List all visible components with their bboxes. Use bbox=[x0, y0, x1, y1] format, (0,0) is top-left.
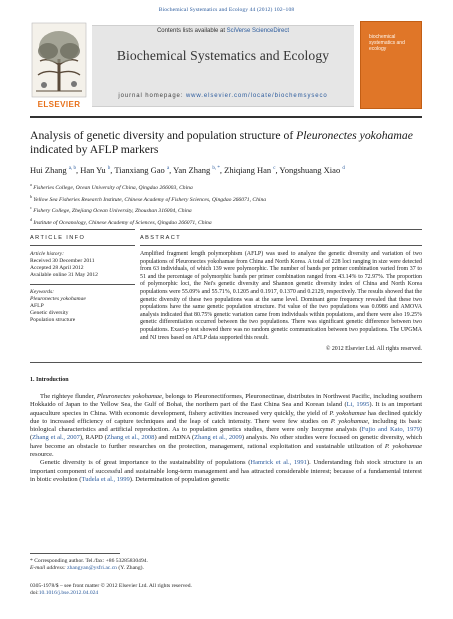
keyword-item: AFLP bbox=[30, 303, 44, 309]
affiliation-text: Institute of Oceanology, Chinese Academy of Sciences, Qingdao 266071, China bbox=[33, 219, 212, 226]
affiliation-text: Yellow Sea Fisheries Research Institute, Chinese Academy of Fishery Sciences, Qingdao 266071, China bbox=[33, 196, 267, 203]
article-info-heading: ARTICLE INFO bbox=[30, 235, 86, 241]
citation-link[interactable]: Fujio and Kato, 1979 bbox=[361, 426, 420, 434]
journal-homepage-line bbox=[92, 93, 354, 99]
author-affiliation-link[interactable]: a bbox=[166, 166, 170, 171]
intro-paragraph-2 bbox=[30, 459, 422, 484]
text-run: ) ( bbox=[30, 426, 422, 442]
abstract-end-rule bbox=[30, 362, 422, 363]
species-name: P. yokohamae bbox=[384, 442, 423, 450]
text-run: , belongs to Pleuronectiformes, Pleuronectinae, distributes in Northwest Pacific, including southern Hokkaido of Japan to the Yellow Sea, the Gulf of Bohai, the northern part of the East China Sea and Korean island ( bbox=[30, 393, 422, 409]
elsevier-tree-icon bbox=[30, 21, 88, 99]
running-head[interactable]: Biochemical Systematics and Ecology 44 (2012) 102–108 bbox=[158, 7, 295, 13]
keywords-rule bbox=[30, 284, 135, 285]
text-run: ) analysis. No other studies were focused on genetic diversity, which have become an obstacle to further researches on the protection, management, rational exploitation and sustainable utilization of bbox=[30, 434, 422, 450]
article-info-top-rule bbox=[30, 229, 135, 230]
affiliation-marker: c bbox=[30, 205, 32, 211]
doi-prefix: doi: bbox=[30, 590, 39, 597]
citation-link[interactable]: Li, 1995 bbox=[346, 401, 370, 409]
citation-link[interactable]: Zhang et al., 2009 bbox=[194, 434, 242, 442]
citation-link[interactable]: Zhang et al., 2007 bbox=[32, 434, 80, 442]
journal-homepage-link[interactable]: www.elsevier.com/locate/biochemsyseco bbox=[185, 93, 328, 99]
keyword-item: Population structure bbox=[30, 317, 76, 323]
journal-masthead bbox=[30, 21, 422, 110]
homepage-prefix: journal homepage: bbox=[118, 93, 186, 99]
keyword-item: Pleuronectes yokohamae bbox=[30, 296, 86, 302]
section-heading-introduction: 1. Introduction bbox=[30, 377, 69, 383]
affiliation-item bbox=[30, 216, 422, 228]
journal-title: Biochemical Systematics and Ecology bbox=[116, 48, 330, 63]
species-name: P. yokohamae bbox=[329, 409, 366, 417]
text-run: ) and mtDNA ( bbox=[154, 434, 195, 442]
abstract-top-rule bbox=[140, 229, 422, 230]
email-label: E-mail address: bbox=[30, 565, 68, 572]
title-part-1: Analysis of genetic diversity and population structure of bbox=[30, 129, 297, 142]
author-affiliation-link[interactable]: d bbox=[342, 166, 345, 171]
author-affiliation-link[interactable]: b, * bbox=[212, 166, 220, 171]
citation-link[interactable]: Zhang et al., 2008 bbox=[106, 434, 155, 442]
abstract-heading: ABSTRACT bbox=[140, 235, 182, 241]
title-part-2: indicated by AFLP markers bbox=[30, 142, 159, 156]
journal-cover-thumbnail[interactable] bbox=[360, 21, 422, 109]
author-name: Yan Zhang bbox=[173, 164, 211, 175]
affiliation-marker: b bbox=[30, 193, 32, 199]
history-online: Available online 31 May 2012 bbox=[30, 272, 98, 278]
affiliation-text: Fishery College, Zhejiang Ocean University, Zhoushan 316004, China bbox=[33, 207, 192, 214]
species-name: Pleuronectes yokohamae bbox=[96, 393, 162, 400]
sciencedirect-link[interactable]: SciVerse ScienceDirect bbox=[226, 28, 290, 34]
cover-title: biochemical systematics and ecology bbox=[369, 34, 405, 52]
author-list: Hui Zhang $^{a, b}$, Han Yu $^b$, Tianxiang Gao $^a$, Yan Zhang $^{b, *}$, Zhiqiang Han $^c$, Yongshuang Xiao $^d$ bbox=[30, 164, 345, 175]
author-name: Tianxiang Gao bbox=[114, 164, 165, 175]
affiliation-item bbox=[30, 193, 422, 205]
history-accepted: Accepted 28 April 2012 bbox=[30, 265, 84, 271]
citation-link[interactable]: Hamrick et al., 1991 bbox=[250, 459, 307, 467]
title-species: Pleuronectes yokohamae bbox=[296, 129, 413, 142]
author-name: Yongshuang Xiao bbox=[279, 164, 341, 175]
author-name: Han Yu bbox=[80, 164, 106, 175]
affiliation-item bbox=[30, 204, 422, 216]
text-run: has declined quickly due to increased efficiency of capture techniques and the leap of catch intensity. There were few studies on bbox=[30, 409, 422, 425]
contents-prefix: Contents lists available at bbox=[156, 28, 227, 34]
affiliation-item bbox=[30, 181, 422, 193]
history-heading: Article history: bbox=[30, 251, 65, 257]
affiliation-list bbox=[30, 181, 422, 227]
abstract-text: Amplified fragment length polymorphism (AFLP) was used to analyze the genetic diversity and variation of two populations of Pleuronectes yokohamae from China and North Korea. A total of 228 loci ranging in size were detected from 63 individuals, of which 139 were polymorphic. The number of bands per primer combination varied from 37 to 51 and the percentage of polymorphic bands per primer combination ranged from 43.14% to 72.97%. The proportion of polymorphic loci, the Nei's genetic diversity and Shannon genetic diversity index of China and North Korea populations were 55.09% and 55.71%, 0.1205 and 0.1917, 0.1370 and 0.2129, respectively. The results showed that the genetic diversity of these two populations was at the same level. Dominant gene frequency revealed that these two populations have the same genetic population structure. Fst value of the two populations was 0.0986 and AMOVA analysis indicated that 80.75% genetic variation came from individuals within populations, and there were also 19.25% genetic differentiation occurred between the two populations. There was significant genetic difference between two populations. Exact-p test showed there was no random genetic communication between two populations. The UPGMA and NJ trees based on AFLP data supported this result. bbox=[140, 251, 422, 341]
author-affiliation-link[interactable]: c bbox=[273, 166, 276, 171]
issn-line: 0305-1978/$ – see front matter © 2012 Elsevier Ltd. All rights reserved. bbox=[30, 583, 192, 589]
introduction-body bbox=[30, 393, 422, 484]
email-suffix: (Y. Zhang). bbox=[116, 565, 144, 572]
keyword-item: Genetic diversity bbox=[30, 310, 69, 316]
corresponding-author-footnote bbox=[30, 558, 422, 573]
keywords-block bbox=[30, 289, 135, 324]
doi-line bbox=[30, 590, 422, 597]
contents-line bbox=[92, 28, 354, 34]
author-name: Hui Zhang bbox=[30, 164, 67, 175]
text-run: ). Understanding fish stock structure is an important component of successful and sustainable long-term management and has attracted considerable interest; because of a fundamental interest in biotic evolution ( bbox=[30, 459, 422, 483]
author-name: Zhiqiang Han bbox=[224, 164, 272, 175]
journal-banner bbox=[92, 25, 354, 107]
affiliation-marker: a bbox=[30, 182, 32, 187]
email-link[interactable]: zhangyan@ysfri.ac.cn bbox=[67, 565, 117, 572]
email-line bbox=[30, 565, 422, 572]
article-history bbox=[30, 251, 135, 279]
text-run: ). Determination of population genetic bbox=[129, 475, 230, 483]
text-run: resource. bbox=[30, 451, 54, 459]
text-run: ). It is an important aquaculture species in China. With economic development, fishery activities increased very quickly, the yield of bbox=[30, 401, 423, 417]
keywords-heading: Keywords: bbox=[30, 289, 55, 295]
affiliation-marker: d bbox=[30, 216, 32, 222]
issn-block bbox=[30, 583, 422, 598]
text-run: , including its basic biological characteristics and artificial reproduction. As to population genetics studies, there were only Isozyme analysis ( bbox=[30, 417, 423, 434]
elsevier-wordmark: ELSEVIER bbox=[37, 100, 81, 109]
corresponding-author-line: * Corresponding author. Tel./fax: +86 53285830494. bbox=[30, 558, 148, 564]
doi-link[interactable]: 10.1016/j.bse.2012.04.024 bbox=[38, 590, 99, 597]
affiliation-text: Fisheries College, Ocean University of China, Qingdao 266003, China bbox=[33, 184, 193, 191]
history-received: Received 30 December 2011 bbox=[30, 258, 95, 264]
abstract-copyright: © 2012 Elsevier Ltd. All rights reserved. bbox=[325, 346, 422, 352]
author-affiliation-link[interactable]: b bbox=[107, 166, 111, 171]
abstract-bottom-rule bbox=[140, 245, 422, 246]
species-name: P. yokohamae bbox=[330, 417, 368, 425]
author-affiliation-link[interactable]: a, b bbox=[68, 166, 76, 171]
citation-link[interactable]: Tudela et al., 1999 bbox=[81, 475, 130, 483]
article-info-bottom-rule bbox=[30, 245, 135, 246]
text-run: Genetic diversity is of great importance to the sustainability of populations ( bbox=[40, 459, 251, 467]
masthead-divider bbox=[30, 116, 422, 118]
elsevier-logo[interactable] bbox=[30, 21, 88, 110]
text-run: ), RAPD ( bbox=[79, 434, 107, 442]
text-run: The righteye flunder, bbox=[40, 393, 97, 400]
intro-paragraph-1 bbox=[30, 393, 422, 459]
article-title bbox=[30, 129, 422, 156]
footnote-rule bbox=[30, 553, 120, 554]
